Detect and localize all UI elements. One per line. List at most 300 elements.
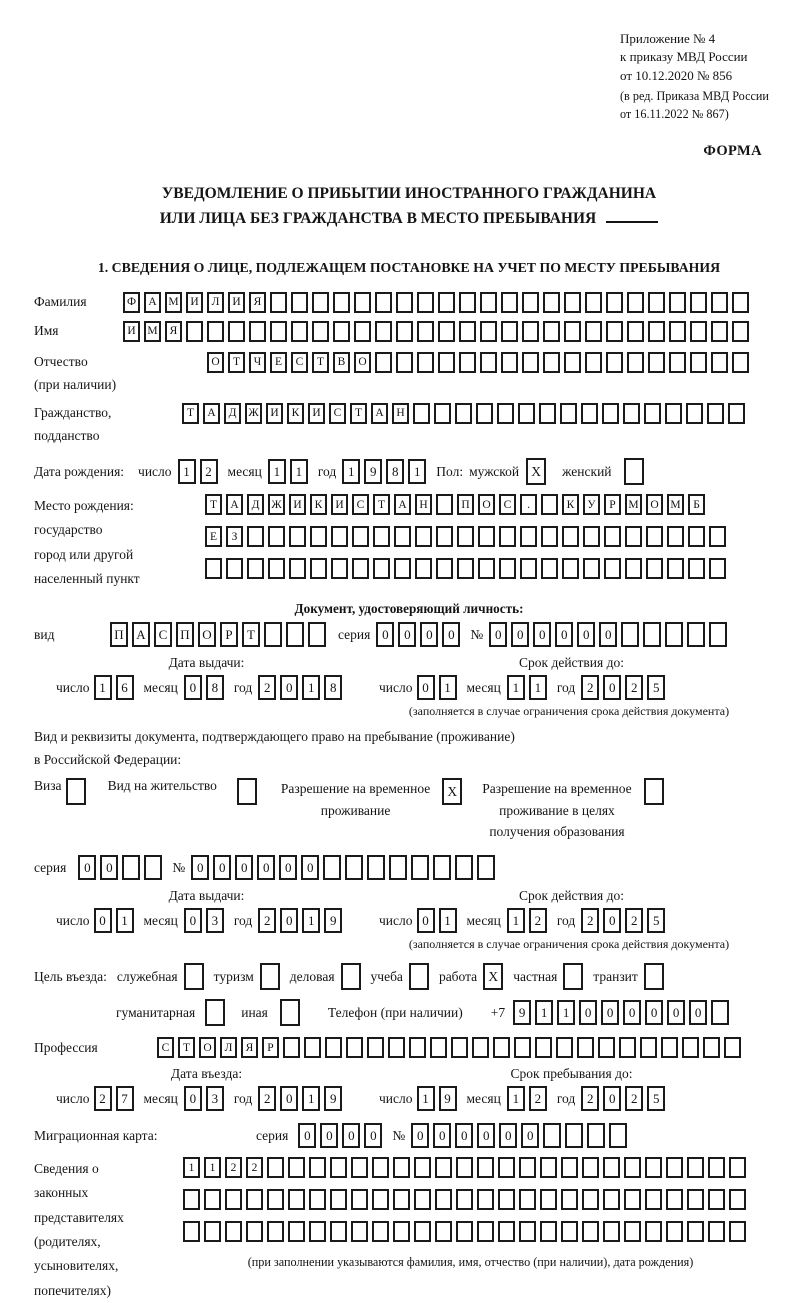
- char-cell[interactable]: [268, 558, 285, 579]
- char-cell[interactable]: 5: [647, 908, 665, 933]
- char-cell[interactable]: 0: [511, 622, 529, 647]
- char-cell[interactable]: К: [310, 494, 327, 515]
- char-cell[interactable]: [246, 1189, 263, 1210]
- purpose-other-checkbox[interactable]: [280, 999, 300, 1026]
- char-cell[interactable]: [309, 1221, 326, 1242]
- char-cell[interactable]: 0: [398, 622, 416, 647]
- char-cell[interactable]: М: [144, 321, 161, 342]
- purpose-tourism-checkbox[interactable]: [260, 963, 280, 990]
- char-cell[interactable]: [304, 1037, 321, 1058]
- char-cell[interactable]: [225, 1189, 242, 1210]
- char-cell[interactable]: 0: [298, 1123, 316, 1148]
- char-cell[interactable]: [308, 622, 326, 647]
- char-cell[interactable]: 0: [455, 1123, 473, 1148]
- char-cell[interactable]: [603, 1189, 620, 1210]
- char-cell[interactable]: 0: [417, 908, 435, 933]
- char-cell[interactable]: И: [123, 321, 140, 342]
- char-cell[interactable]: [543, 352, 560, 373]
- char-cell[interactable]: [669, 292, 686, 313]
- char-cell[interactable]: [480, 292, 497, 313]
- char-cell[interactable]: [519, 1157, 536, 1178]
- char-cell[interactable]: А: [144, 292, 161, 313]
- char-cell[interactable]: 1: [535, 1000, 553, 1025]
- purpose-official-checkbox[interactable]: [184, 963, 204, 990]
- char-cell[interactable]: [732, 352, 749, 373]
- char-cell[interactable]: [205, 558, 222, 579]
- char-cell[interactable]: 1: [439, 675, 457, 700]
- char-cell[interactable]: [459, 321, 476, 342]
- char-cell[interactable]: 0: [280, 1086, 298, 1111]
- char-cell[interactable]: 0: [320, 1123, 338, 1148]
- char-cell[interactable]: 1: [183, 1157, 200, 1178]
- char-cell[interactable]: [624, 1157, 641, 1178]
- char-cell[interactable]: П: [457, 494, 474, 515]
- char-cell[interactable]: А: [394, 494, 411, 515]
- char-cell[interactable]: 0: [442, 622, 460, 647]
- char-cell[interactable]: [288, 1189, 305, 1210]
- char-cell[interactable]: [543, 292, 560, 313]
- char-cell[interactable]: [520, 558, 537, 579]
- char-cell[interactable]: М: [625, 494, 642, 515]
- char-cell[interactable]: [415, 526, 432, 547]
- char-cell[interactable]: 3: [206, 1086, 224, 1111]
- char-cell[interactable]: [373, 526, 390, 547]
- char-cell[interactable]: [624, 1189, 641, 1210]
- char-cell[interactable]: [372, 1189, 389, 1210]
- char-cell[interactable]: [264, 622, 282, 647]
- char-cell[interactable]: [144, 855, 162, 880]
- char-cell[interactable]: Т: [373, 494, 390, 515]
- char-cell[interactable]: [435, 1189, 452, 1210]
- char-cell[interactable]: [414, 1221, 431, 1242]
- char-cell[interactable]: [352, 558, 369, 579]
- char-cell[interactable]: [267, 1221, 284, 1242]
- char-cell[interactable]: 2: [246, 1157, 263, 1178]
- char-cell[interactable]: [690, 352, 707, 373]
- char-cell[interactable]: 1: [507, 1086, 525, 1111]
- char-cell[interactable]: [539, 403, 556, 424]
- char-cell[interactable]: [309, 1157, 326, 1178]
- char-cell[interactable]: [375, 292, 392, 313]
- char-cell[interactable]: 1: [116, 908, 134, 933]
- char-cell[interactable]: [478, 558, 495, 579]
- char-cell[interactable]: [455, 403, 472, 424]
- char-cell[interactable]: [624, 1221, 641, 1242]
- char-cell[interactable]: [644, 403, 661, 424]
- char-cell[interactable]: [603, 1221, 620, 1242]
- char-cell[interactable]: У: [583, 494, 600, 515]
- char-cell[interactable]: [585, 352, 602, 373]
- char-cell[interactable]: [430, 1037, 447, 1058]
- char-cell[interactable]: С: [329, 403, 346, 424]
- temp-residence-edu-checkbox[interactable]: [644, 778, 664, 805]
- char-cell[interactable]: [249, 321, 266, 342]
- char-cell[interactable]: [438, 321, 455, 342]
- char-cell[interactable]: 0: [499, 1123, 517, 1148]
- char-cell[interactable]: [312, 292, 329, 313]
- char-cell[interactable]: [665, 403, 682, 424]
- char-cell[interactable]: Т: [228, 352, 245, 373]
- char-cell[interactable]: [394, 526, 411, 547]
- char-cell[interactable]: И: [289, 494, 306, 515]
- char-cell[interactable]: 0: [184, 1086, 202, 1111]
- char-cell[interactable]: Р: [220, 622, 238, 647]
- char-cell[interactable]: [711, 321, 728, 342]
- char-cell[interactable]: 9: [324, 1086, 342, 1111]
- char-cell[interactable]: [436, 526, 453, 547]
- char-cell[interactable]: 1: [342, 459, 360, 484]
- char-cell[interactable]: 0: [555, 622, 573, 647]
- purpose-private-checkbox[interactable]: [563, 963, 583, 990]
- char-cell[interactable]: П: [176, 622, 194, 647]
- char-cell[interactable]: [396, 321, 413, 342]
- char-cell[interactable]: 0: [623, 1000, 641, 1025]
- char-cell[interactable]: [645, 1189, 662, 1210]
- char-cell[interactable]: 0: [417, 675, 435, 700]
- char-cell[interactable]: [709, 622, 727, 647]
- char-cell[interactable]: [289, 558, 306, 579]
- char-cell[interactable]: [585, 292, 602, 313]
- char-cell[interactable]: 0: [533, 622, 551, 647]
- char-cell[interactable]: 1: [94, 675, 112, 700]
- char-cell[interactable]: 0: [411, 1123, 429, 1148]
- char-cell[interactable]: [331, 558, 348, 579]
- char-cell[interactable]: Л: [220, 1037, 237, 1058]
- char-cell[interactable]: [417, 352, 434, 373]
- char-cell[interactable]: С: [499, 494, 516, 515]
- char-cell[interactable]: 2: [581, 675, 599, 700]
- char-cell[interactable]: Ф: [123, 292, 140, 313]
- char-cell[interactable]: 0: [279, 855, 297, 880]
- char-cell[interactable]: [667, 558, 684, 579]
- char-cell[interactable]: И: [228, 292, 245, 313]
- char-cell[interactable]: [541, 526, 558, 547]
- char-cell[interactable]: [333, 292, 350, 313]
- char-cell[interactable]: [393, 1221, 410, 1242]
- char-cell[interactable]: 0: [433, 1123, 451, 1148]
- char-cell[interactable]: [519, 1189, 536, 1210]
- char-cell[interactable]: [583, 558, 600, 579]
- char-cell[interactable]: [493, 1037, 510, 1058]
- char-cell[interactable]: [498, 1157, 515, 1178]
- char-cell[interactable]: [472, 1037, 489, 1058]
- char-cell[interactable]: [627, 321, 644, 342]
- char-cell[interactable]: [562, 526, 579, 547]
- char-cell[interactable]: [666, 1221, 683, 1242]
- char-cell[interactable]: С: [352, 494, 369, 515]
- char-cell[interactable]: 1: [204, 1157, 221, 1178]
- char-cell[interactable]: 1: [178, 459, 196, 484]
- char-cell[interactable]: Т: [350, 403, 367, 424]
- char-cell[interactable]: [522, 321, 539, 342]
- char-cell[interactable]: 5: [647, 675, 665, 700]
- char-cell[interactable]: [388, 1037, 405, 1058]
- char-cell[interactable]: [372, 1221, 389, 1242]
- char-cell[interactable]: [543, 1123, 561, 1148]
- char-cell[interactable]: [310, 558, 327, 579]
- char-cell[interactable]: [354, 292, 371, 313]
- char-cell[interactable]: [732, 292, 749, 313]
- char-cell[interactable]: [393, 1157, 410, 1178]
- char-cell[interactable]: [501, 292, 518, 313]
- char-cell[interactable]: [498, 1189, 515, 1210]
- char-cell[interactable]: Т: [182, 403, 199, 424]
- char-cell[interactable]: [520, 526, 537, 547]
- char-cell[interactable]: 0: [603, 908, 621, 933]
- char-cell[interactable]: [522, 292, 539, 313]
- char-cell[interactable]: [312, 321, 329, 342]
- char-cell[interactable]: Т: [312, 352, 329, 373]
- char-cell[interactable]: [413, 403, 430, 424]
- char-cell[interactable]: 2: [258, 675, 276, 700]
- char-cell[interactable]: 2: [529, 908, 547, 933]
- char-cell[interactable]: [499, 558, 516, 579]
- char-cell[interactable]: [267, 1157, 284, 1178]
- temp-residence-checkbox[interactable]: X: [442, 778, 462, 805]
- char-cell[interactable]: [522, 352, 539, 373]
- char-cell[interactable]: 2: [581, 1086, 599, 1111]
- char-cell[interactable]: [711, 1000, 729, 1025]
- char-cell[interactable]: [564, 292, 581, 313]
- char-cell[interactable]: [703, 1037, 720, 1058]
- char-cell[interactable]: 2: [581, 908, 599, 933]
- char-cell[interactable]: [247, 526, 264, 547]
- char-cell[interactable]: 6: [116, 675, 134, 700]
- char-cell[interactable]: [623, 403, 640, 424]
- char-cell[interactable]: О: [207, 352, 224, 373]
- char-cell[interactable]: [598, 1037, 615, 1058]
- char-cell[interactable]: [330, 1157, 347, 1178]
- char-cell[interactable]: Ж: [245, 403, 262, 424]
- char-cell[interactable]: А: [226, 494, 243, 515]
- char-cell[interactable]: [708, 1189, 725, 1210]
- char-cell[interactable]: [434, 403, 451, 424]
- char-cell[interactable]: [561, 1189, 578, 1210]
- char-cell[interactable]: [438, 292, 455, 313]
- char-cell[interactable]: 0: [521, 1123, 539, 1148]
- char-cell[interactable]: [372, 1157, 389, 1178]
- char-cell[interactable]: 0: [364, 1123, 382, 1148]
- char-cell[interactable]: 2: [625, 675, 643, 700]
- char-cell[interactable]: Ч: [249, 352, 266, 373]
- purpose-humanitarian-checkbox[interactable]: [205, 999, 225, 1026]
- char-cell[interactable]: Л: [207, 292, 224, 313]
- char-cell[interactable]: [309, 1189, 326, 1210]
- char-cell[interactable]: [331, 526, 348, 547]
- char-cell[interactable]: [323, 855, 341, 880]
- char-cell[interactable]: [415, 558, 432, 579]
- char-cell[interactable]: 9: [513, 1000, 531, 1025]
- char-cell[interactable]: [455, 855, 473, 880]
- char-cell[interactable]: 1: [557, 1000, 575, 1025]
- char-cell[interactable]: 0: [184, 675, 202, 700]
- char-cell[interactable]: Д: [224, 403, 241, 424]
- char-cell[interactable]: [648, 292, 665, 313]
- char-cell[interactable]: [456, 1221, 473, 1242]
- char-cell[interactable]: [625, 526, 642, 547]
- char-cell[interactable]: [228, 321, 245, 342]
- char-cell[interactable]: [477, 855, 495, 880]
- char-cell[interactable]: 0: [603, 675, 621, 700]
- char-cell[interactable]: [477, 1157, 494, 1178]
- char-cell[interactable]: 0: [280, 675, 298, 700]
- char-cell[interactable]: [625, 558, 642, 579]
- char-cell[interactable]: [661, 1037, 678, 1058]
- char-cell[interactable]: [562, 558, 579, 579]
- char-cell[interactable]: 1: [417, 1086, 435, 1111]
- char-cell[interactable]: [268, 526, 285, 547]
- char-cell[interactable]: 9: [324, 908, 342, 933]
- char-cell[interactable]: Я: [249, 292, 266, 313]
- char-cell[interactable]: [409, 1037, 426, 1058]
- char-cell[interactable]: [666, 1157, 683, 1178]
- char-cell[interactable]: [724, 1037, 741, 1058]
- char-cell[interactable]: [375, 352, 392, 373]
- char-cell[interactable]: И: [331, 494, 348, 515]
- char-cell[interactable]: [606, 352, 623, 373]
- char-cell[interactable]: 0: [280, 908, 298, 933]
- char-cell[interactable]: 1: [507, 908, 525, 933]
- char-cell[interactable]: [283, 1037, 300, 1058]
- char-cell[interactable]: Р: [604, 494, 621, 515]
- char-cell[interactable]: [540, 1157, 557, 1178]
- char-cell[interactable]: М: [165, 292, 182, 313]
- char-cell[interactable]: [627, 352, 644, 373]
- char-cell[interactable]: [687, 1157, 704, 1178]
- char-cell[interactable]: 5: [647, 1086, 665, 1111]
- char-cell[interactable]: [459, 292, 476, 313]
- char-cell[interactable]: [436, 558, 453, 579]
- char-cell[interactable]: А: [132, 622, 150, 647]
- char-cell[interactable]: [561, 1221, 578, 1242]
- char-cell[interactable]: [707, 403, 724, 424]
- char-cell[interactable]: [501, 352, 518, 373]
- char-cell[interactable]: Н: [415, 494, 432, 515]
- char-cell[interactable]: 0: [191, 855, 209, 880]
- char-cell[interactable]: О: [478, 494, 495, 515]
- char-cell[interactable]: [729, 1189, 746, 1210]
- char-cell[interactable]: И: [266, 403, 283, 424]
- char-cell[interactable]: [499, 526, 516, 547]
- char-cell[interactable]: [414, 1189, 431, 1210]
- char-cell[interactable]: [665, 622, 683, 647]
- char-cell[interactable]: [669, 321, 686, 342]
- char-cell[interactable]: [396, 292, 413, 313]
- char-cell[interactable]: [646, 526, 663, 547]
- char-cell[interactable]: [619, 1037, 636, 1058]
- char-cell[interactable]: [711, 352, 728, 373]
- char-cell[interactable]: [560, 403, 577, 424]
- char-cell[interactable]: [519, 1221, 536, 1242]
- char-cell[interactable]: [540, 1189, 557, 1210]
- char-cell[interactable]: 0: [100, 855, 118, 880]
- char-cell[interactable]: [478, 526, 495, 547]
- char-cell[interactable]: 0: [601, 1000, 619, 1025]
- char-cell[interactable]: 9: [364, 459, 382, 484]
- char-cell[interactable]: О: [354, 352, 371, 373]
- char-cell[interactable]: [457, 558, 474, 579]
- char-cell[interactable]: [207, 321, 224, 342]
- char-cell[interactable]: [645, 1221, 662, 1242]
- char-cell[interactable]: [729, 1157, 746, 1178]
- purpose-transit-checkbox[interactable]: [644, 963, 664, 990]
- char-cell[interactable]: [687, 1189, 704, 1210]
- char-cell[interactable]: 0: [489, 622, 507, 647]
- char-cell[interactable]: 0: [577, 622, 595, 647]
- char-cell[interactable]: [411, 855, 429, 880]
- char-cell[interactable]: З: [226, 526, 243, 547]
- char-cell[interactable]: [497, 403, 514, 424]
- char-cell[interactable]: [667, 526, 684, 547]
- char-cell[interactable]: [606, 321, 623, 342]
- char-cell[interactable]: [543, 321, 560, 342]
- purpose-study-checkbox[interactable]: [409, 963, 429, 990]
- char-cell[interactable]: Н: [392, 403, 409, 424]
- char-cell[interactable]: [246, 1221, 263, 1242]
- char-cell[interactable]: [325, 1037, 342, 1058]
- char-cell[interactable]: [609, 1123, 627, 1148]
- char-cell[interactable]: [711, 292, 728, 313]
- char-cell[interactable]: [477, 1189, 494, 1210]
- char-cell[interactable]: [561, 1157, 578, 1178]
- char-cell[interactable]: [498, 1221, 515, 1242]
- char-cell[interactable]: [729, 1221, 746, 1242]
- visa-checkbox[interactable]: [66, 778, 86, 805]
- char-cell[interactable]: 1: [529, 675, 547, 700]
- char-cell[interactable]: [728, 403, 745, 424]
- char-cell[interactable]: [477, 1221, 494, 1242]
- char-cell[interactable]: [226, 558, 243, 579]
- char-cell[interactable]: [582, 1189, 599, 1210]
- char-cell[interactable]: О: [198, 622, 216, 647]
- sex-female-checkbox[interactable]: [624, 458, 644, 485]
- char-cell[interactable]: [583, 526, 600, 547]
- char-cell[interactable]: [438, 352, 455, 373]
- char-cell[interactable]: С: [154, 622, 172, 647]
- char-cell[interactable]: [585, 321, 602, 342]
- char-cell[interactable]: [267, 1189, 284, 1210]
- char-cell[interactable]: [333, 321, 350, 342]
- char-cell[interactable]: 8: [206, 675, 224, 700]
- char-cell[interactable]: [690, 321, 707, 342]
- char-cell[interactable]: [310, 526, 327, 547]
- char-cell[interactable]: [183, 1221, 200, 1242]
- char-cell[interactable]: [270, 292, 287, 313]
- char-cell[interactable]: [603, 1157, 620, 1178]
- char-cell[interactable]: 1: [268, 459, 286, 484]
- char-cell[interactable]: С: [291, 352, 308, 373]
- char-cell[interactable]: Т: [242, 622, 260, 647]
- char-cell[interactable]: [122, 855, 140, 880]
- char-cell[interactable]: [270, 321, 287, 342]
- char-cell[interactable]: [352, 526, 369, 547]
- char-cell[interactable]: [541, 494, 558, 515]
- char-cell[interactable]: [396, 352, 413, 373]
- char-cell[interactable]: [621, 622, 639, 647]
- char-cell[interactable]: 2: [258, 1086, 276, 1111]
- char-cell[interactable]: [247, 558, 264, 579]
- char-cell[interactable]: [643, 622, 661, 647]
- char-cell[interactable]: [456, 1157, 473, 1178]
- char-cell[interactable]: 1: [290, 459, 308, 484]
- char-cell[interactable]: [436, 494, 453, 515]
- char-cell[interactable]: [476, 403, 493, 424]
- char-cell[interactable]: 8: [386, 459, 404, 484]
- char-cell[interactable]: [606, 292, 623, 313]
- char-cell[interactable]: [666, 1189, 683, 1210]
- char-cell[interactable]: [565, 1123, 583, 1148]
- char-cell[interactable]: 1: [302, 1086, 320, 1111]
